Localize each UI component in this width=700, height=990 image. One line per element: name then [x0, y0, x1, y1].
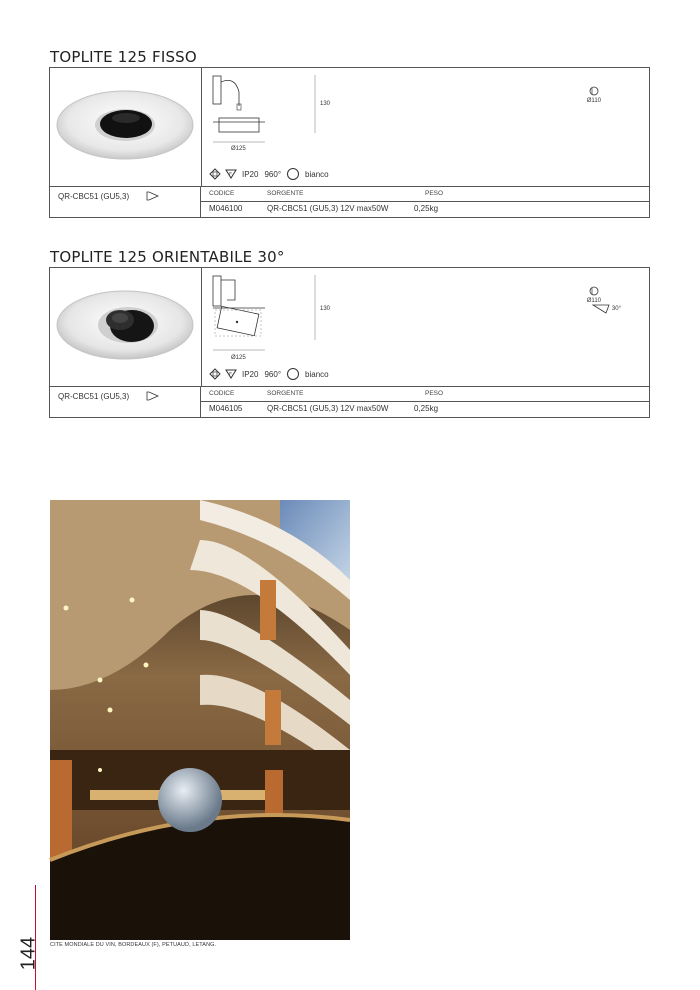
header-code: CODICE: [209, 190, 235, 197]
product-1-cutout: [587, 86, 601, 104]
class-ii-icon: [210, 369, 220, 379]
product-2-table-row: [201, 400, 649, 418]
color-swatch-icon: [287, 168, 299, 180]
cutout-icon: [589, 286, 599, 296]
tilt-angle-icon: [592, 304, 610, 314]
product-1-temp: 960°: [264, 169, 282, 179]
cell-weight: 0,25kg: [414, 204, 439, 213]
product-2-tilt: [592, 304, 621, 314]
product-2-title: TOPLITE 125 ORIENTABILE 30°: [50, 248, 285, 266]
class-ii-icon: [210, 169, 220, 179]
header-weight: PESO: [425, 190, 444, 197]
product-2-card: [49, 267, 650, 418]
product-2-lamp-label: QR-CBC51 (GU5,3): [58, 392, 130, 401]
product-2-color: bianco: [305, 369, 329, 379]
product-1-lamp: [50, 186, 201, 218]
color-swatch-icon: [287, 368, 299, 380]
interior-photo: [50, 500, 350, 940]
cutout-icon: [589, 86, 599, 96]
header-code: CODICE: [209, 390, 235, 397]
product-1-lamp-label: QR-CBC51 (GU5,3): [58, 192, 130, 201]
product-1-card: [49, 67, 650, 218]
header-source: SORGENTE: [267, 390, 304, 397]
product-2-ip: IP20: [242, 369, 259, 379]
product-2-cutout: [587, 286, 601, 304]
f-mark-icon: [226, 169, 236, 179]
product-1-diam-dim: Ø125: [231, 146, 246, 152]
product-2-height-dim: 130: [320, 306, 331, 312]
product-2-specs: [210, 368, 329, 380]
header-weight: PESO: [425, 390, 444, 397]
product-1-cutout-label: Ø110: [586, 98, 601, 104]
cell-code: M046105: [209, 404, 243, 413]
cell-code: M046100: [209, 204, 243, 213]
product-2-angle-label: 30°: [611, 306, 621, 312]
lamp-beam-icon: [146, 190, 160, 204]
product-1-ip: IP20: [242, 169, 259, 179]
cell-source: QR-CBC51 (GU5,3) 12V max50W: [267, 204, 389, 213]
product-1-title: TOPLITE 125 FISSO: [50, 48, 197, 66]
product-2-technical-drawing: [205, 270, 331, 367]
product-2-diam-dim: Ø125: [231, 355, 246, 361]
cell-source: QR-CBC51 (GU5,3) 12V max50W: [267, 404, 389, 413]
product-2-cutout-label: Ø110: [586, 298, 601, 304]
cell-weight: 0,25kg: [414, 404, 439, 413]
svg-text:F: F: [229, 171, 232, 176]
product-1-technical-drawing: [205, 70, 331, 167]
product-1-specs: [210, 168, 329, 180]
lamp-beam-icon: [146, 390, 160, 404]
product-1-table-row: [201, 200, 649, 218]
product-2-temp: 960°: [264, 369, 282, 379]
f-mark-icon: [226, 369, 236, 379]
page-number: 144: [17, 936, 40, 971]
svg-text:F: F: [229, 371, 232, 376]
product-1-color: bianco: [305, 169, 329, 179]
product-2-photo: [50, 268, 202, 386]
product-1-photo: [50, 68, 202, 186]
photo-caption: CITE MONDIALE DU VIN, BORDEAUX (F), PETUAUD, LETANG.: [50, 942, 217, 948]
header-source: SORGENTE: [267, 190, 304, 197]
product-2-lamp: [50, 386, 201, 418]
product-1-height-dim: 130: [320, 101, 331, 107]
